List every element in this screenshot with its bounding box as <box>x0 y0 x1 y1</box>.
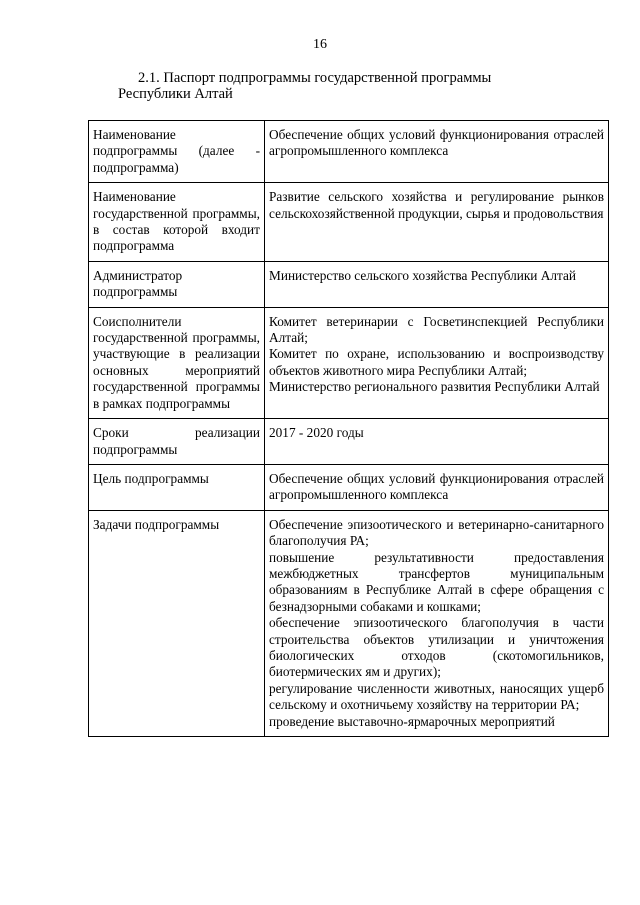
row-value-goal <box>265 464 609 510</box>
value-paragraph: регулирование численности животных, наносящих ущерб сельскому и охотничьему хозяйству на территории РА; <box>269 680 604 713</box>
value-paragraph: повышение результативности предоставления межбюджетных трансфертов муниципальным образованиям в Республике Алтай в сфере обращения с безнадзорными собаками и кошками; <box>269 549 604 614</box>
value-paragraph: обеспечение эпизоотического благополучия в части строительства объектов утилизации и уничтожения биологических отходов (скотомогильников, биотермических ям и других); <box>269 615 604 680</box>
table-row <box>89 464 609 510</box>
passport-table <box>88 120 609 737</box>
value-paragraph: 2017 - 2020 годы <box>269 425 364 441</box>
value-paragraph: Обеспечение общих условий функционирования отраслей агропромышленного комплекса <box>269 470 604 503</box>
section-heading <box>94 70 594 102</box>
row-label-coexecutors: Соисполнители государственной программы, участвующие в реализации основных мероприятий государственной программы в рамках подпрограммы <box>89 307 265 418</box>
value-paragraph: проведение выставочно-ярмарочных мероприятий <box>269 713 555 729</box>
row-label-terms: Сроки реализации подпрограммы <box>89 419 265 465</box>
row-value-tasks <box>265 510 609 736</box>
row-value-terms <box>265 419 609 465</box>
row-value-coexecutors <box>265 307 609 418</box>
page-number: 16 <box>313 37 327 52</box>
value-paragraph: Комитет ветеринарии с Госветинспекцией Республики Алтай; <box>269 313 604 346</box>
heading-line-1: 2.1. Паспорт подпрограммы государственной программы <box>138 70 492 86</box>
table-row <box>89 183 609 262</box>
value-paragraph: Министерство сельского хозяйства Республики Алтай <box>269 267 576 283</box>
row-label-goal: Цель подпрограммы <box>89 464 265 510</box>
row-label-name: Наименование подпрограммы (далее - подпрограмма) <box>89 121 265 183</box>
row-label-administrator: Администратор подпрограммы <box>89 261 265 307</box>
value-paragraph: Обеспечение эпизоотического и ветеринарно-санитарного благополучия РА; <box>269 516 604 549</box>
table-row <box>89 121 609 183</box>
table-row <box>89 307 609 418</box>
heading-line-2: Республики Алтай <box>118 86 233 102</box>
value-paragraph: Министерство регионального развития Республики Алтай <box>269 379 600 395</box>
row-label-program: Наименование государственной программы, в состав которой входит подпрограмма <box>89 183 265 262</box>
value-paragraph: Комитет по охране, использованию и воспроизводству объектов животного мира Республики Алтай; <box>269 346 604 378</box>
row-label-tasks: Задачи подпрограммы <box>89 510 265 736</box>
row-value-name <box>265 121 609 183</box>
table-row <box>89 510 609 736</box>
value-paragraph: Развитие сельского хозяйства и регулирование рынков сельскохозяйственной продукции, сырья и продовольствия <box>269 189 604 221</box>
row-value-administrator <box>265 261 609 307</box>
table-row <box>89 261 609 307</box>
value-paragraph: Обеспечение общих условий функционирования отраслей агропромышленного комплекса <box>269 127 604 159</box>
table-row <box>89 419 609 465</box>
row-value-program <box>265 183 609 262</box>
